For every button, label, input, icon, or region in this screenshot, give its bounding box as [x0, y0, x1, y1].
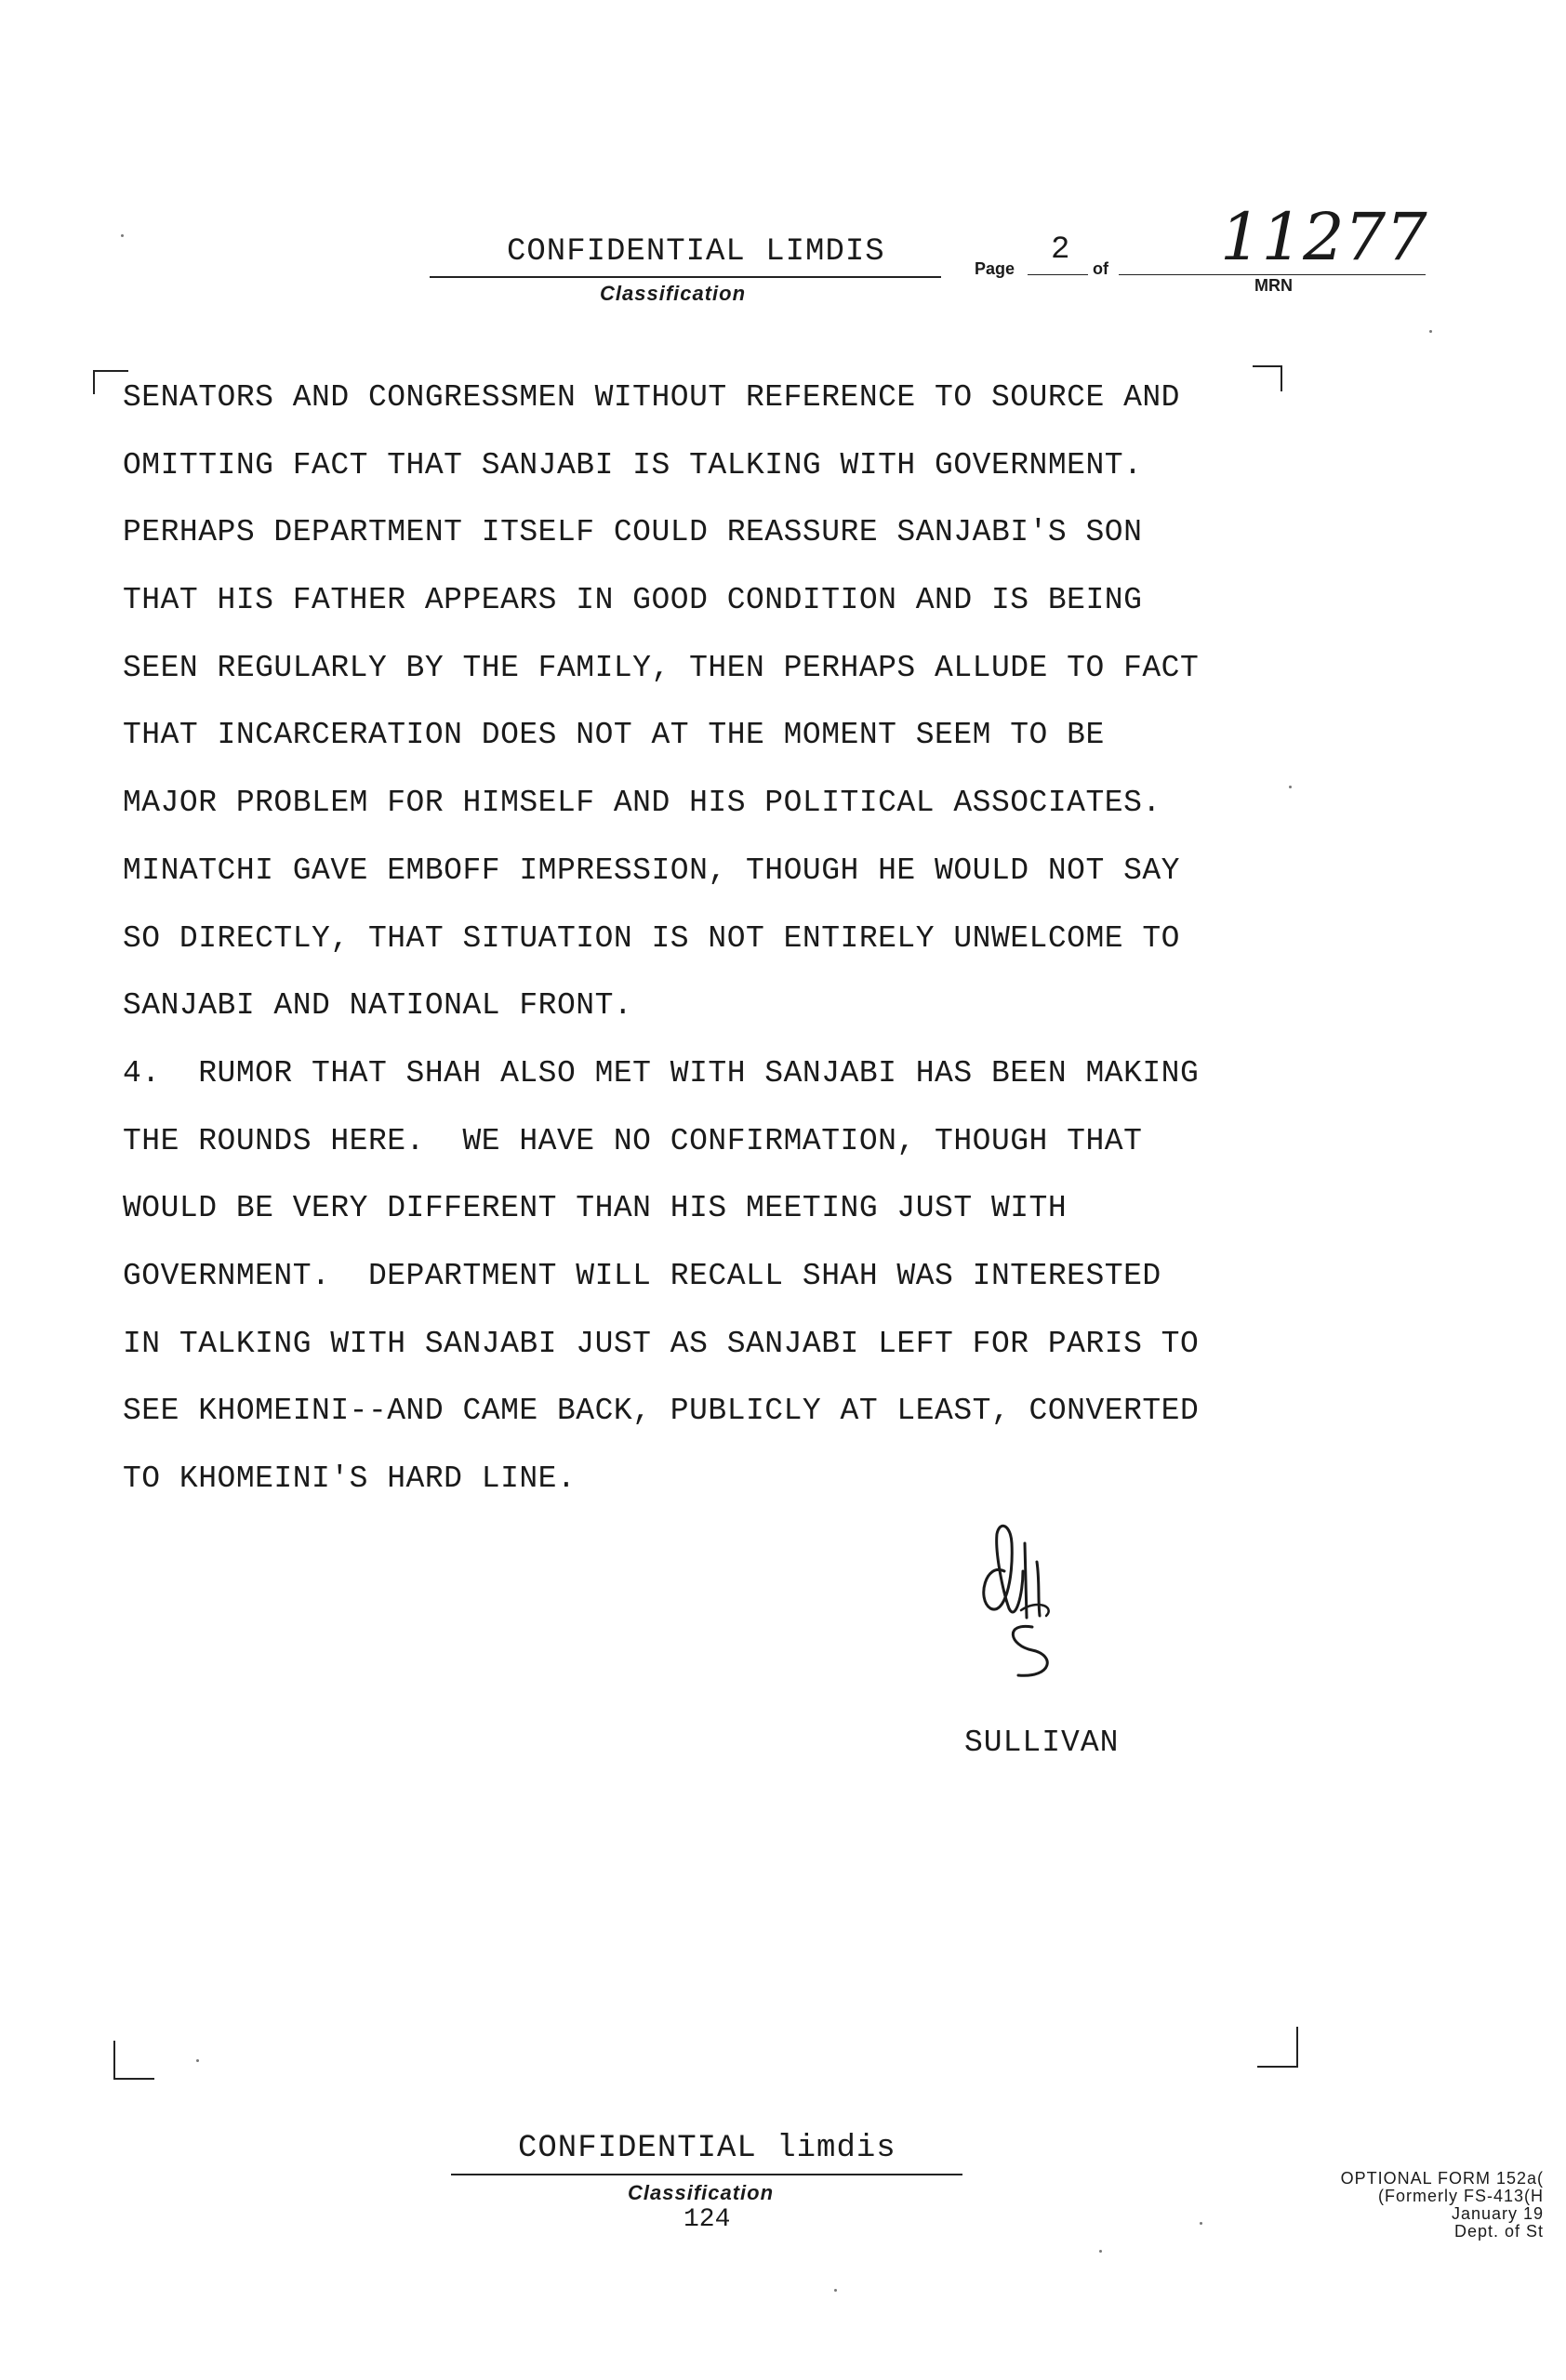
body-line: MINATCHI GAVE EMBOFF IMPRESSION, THOUGH HE WOULD NOT SAY [123, 853, 1180, 888]
body-line: IN TALKING WITH SANJABI JUST AS SANJABI LEFT FOR PARIS TO [123, 1326, 1200, 1361]
page-number: 2 [1051, 232, 1070, 268]
body-line: SANJABI AND NATIONAL FRONT. [123, 988, 633, 1024]
body-line: GOVERNMENT. DEPARTMENT WILL RECALL SHAH WAS INTERESTED [123, 1258, 1161, 1293]
footer-classification-rule [451, 2174, 962, 2175]
body-line: THE ROUNDS HERE. WE HAVE NO CONFIRMATION, THOUGH THAT [123, 1123, 1143, 1158]
scan-speck [1289, 786, 1292, 788]
scan-speck [1429, 330, 1432, 333]
handwritten-initials-signature [967, 1506, 1088, 1692]
body-line: MAJOR PROBLEM FOR HIMSELF AND HIS POLITICAL ASSOCIATES. [123, 786, 1161, 821]
scan-speck [834, 2289, 837, 2292]
body-line: SO DIRECTLY, THAT SITUATION IS NOT ENTIRELY UNWELCOME TO [123, 920, 1180, 956]
header-classification-rule [430, 276, 941, 278]
bottom-left-bracket [113, 2041, 154, 2080]
body-line: 4. RUMOR THAT SHAH ALSO MET WITH SANJABI HAS BEEN MAKING [123, 1055, 1200, 1091]
mrn-label: MRN [1254, 276, 1293, 295]
form-line: Dept. of St [1453, 2222, 1544, 2241]
scan-speck [1200, 2222, 1202, 2225]
footer-classification-label: Classification [628, 2181, 775, 2204]
body-line: SEE KHOMEINI--AND CAME BACK, PUBLICLY AT LEAST, CONVERTED [123, 1394, 1200, 1429]
scan-speck [196, 2059, 199, 2062]
body-line: SEEN REGULARLY BY THE FAMILY, THEN PERHAPS ALLUDE TO FACT [123, 650, 1200, 685]
scan-speck [1099, 2250, 1102, 2253]
body-line: OMITTING FACT THAT SANJABI IS TALKING WITH GOVERNMENT. [123, 447, 1143, 483]
body-line: PERHAPS DEPARTMENT ITSELF COULD REASSURE SANJABI'S SON [123, 515, 1143, 550]
body-line: SENATORS AND CONGRESSMEN WITHOUT REFERENCE TO SOURCE AND [123, 380, 1180, 415]
page-number-rule [1028, 274, 1088, 275]
header-classification-label: Classification [600, 282, 747, 305]
mrn-handwritten-number: 11277 [1220, 199, 1427, 275]
body-line: WOULD BE VERY DIFFERENT THAN HIS MEETING JUST WITH [123, 1191, 1068, 1226]
body-line: THAT INCARCERATION DOES NOT AT THE MOMENT SEEM TO BE [123, 718, 1105, 753]
form-line: January 19 [1451, 2204, 1544, 2223]
form-line: OPTIONAL FORM 152a( [1340, 2169, 1544, 2188]
footer-page-number: 124 [683, 2205, 731, 2234]
scan-speck [121, 234, 124, 237]
signer-name: SULLIVAN [964, 1726, 1120, 1760]
of-label: of [1093, 259, 1108, 278]
bottom-right-bracket [1257, 2027, 1298, 2068]
page-label: Page [975, 259, 1015, 278]
header-title: CONFIDENTIAL LIMDIS [507, 234, 885, 270]
footer-title: CONFIDENTIAL limdis [518, 2131, 896, 2166]
form-line: (Formerly FS-413(H [1377, 2187, 1544, 2205]
optional-form-notice [1190, 2170, 1544, 2241]
cable-body [123, 364, 1350, 1514]
body-line: TO KHOMEINI'S HARD LINE. [123, 1461, 577, 1496]
body-line: THAT HIS FATHER APPEARS IN GOOD CONDITION AND IS BEING [123, 583, 1143, 618]
